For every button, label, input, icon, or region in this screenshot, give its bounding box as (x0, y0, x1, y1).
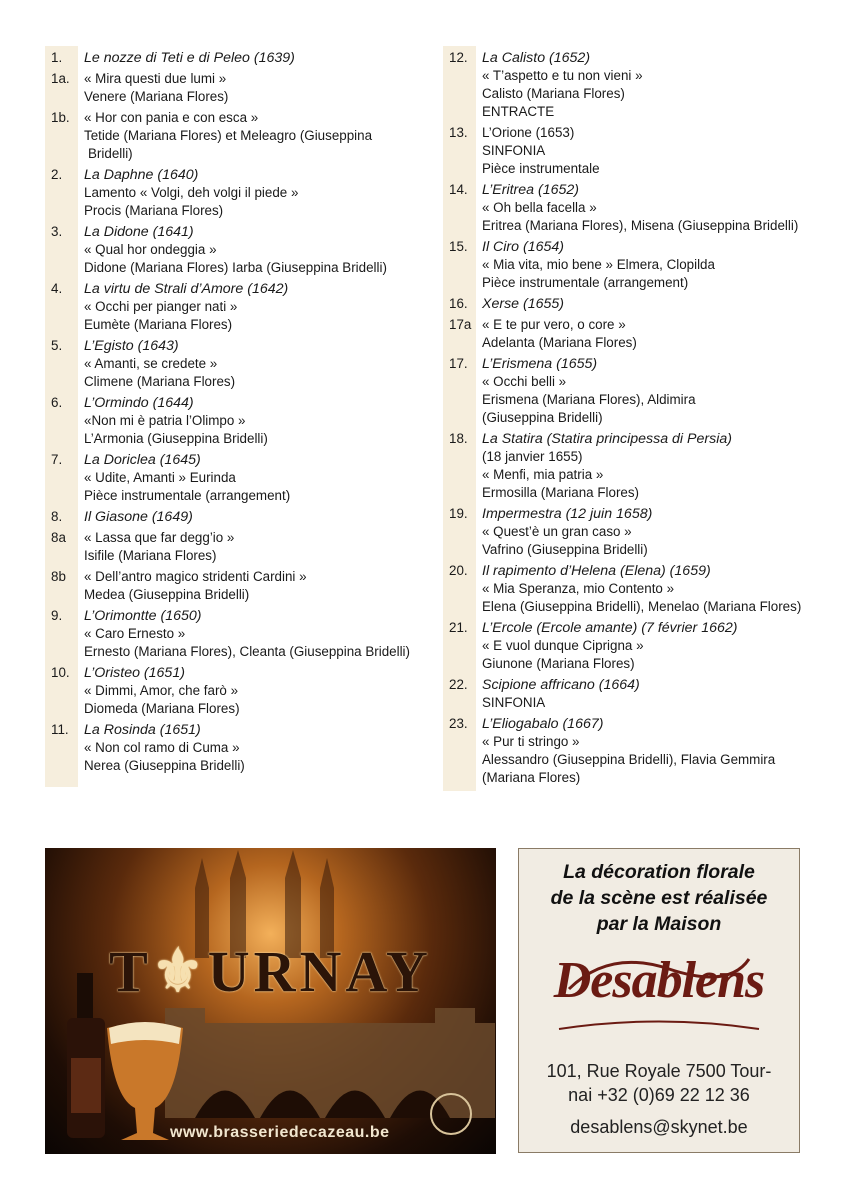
entry-body (78, 526, 234, 565)
entry-line: « Mira questi due lumi » (84, 71, 227, 86)
work-title: Xerse (1655) (482, 296, 565, 312)
entry-number: 5. (45, 334, 78, 391)
entry-line: Elena (Giuseppina Bridelli), Menelao (Mariana Flores) (482, 599, 802, 614)
program-entry (45, 661, 415, 718)
email-link[interactable]: desablens@skynet.be (570, 1117, 748, 1137)
work-title: L’Eritrea (1652) (482, 182, 579, 198)
program-entry (45, 604, 415, 661)
entry-number: 23. (443, 712, 476, 787)
entry-body (476, 673, 640, 712)
entry-number: 19. (443, 502, 476, 559)
program-entry (443, 235, 843, 292)
fleur-de-lis-icon: ⚜ (151, 939, 208, 1004)
program-entry (45, 277, 415, 334)
entry-line: SINFONIA (482, 695, 546, 710)
work-title: Il Giasone (1649) (84, 509, 193, 525)
entry-line: « Dell’antro magico stridenti Cardini » (84, 569, 307, 584)
work-title: Impermestra (12 juin 1658) (482, 506, 653, 522)
work-title: L’Orimontte (1650) (84, 608, 202, 624)
entry-line: Climene (Mariana Flores) (84, 374, 236, 389)
work-title: L’Erismena (1655) (482, 356, 598, 372)
entry-line: Medea (Giuseppina Bridelli) (84, 587, 250, 602)
entry-number: 15. (443, 235, 476, 292)
entry-body (476, 46, 643, 121)
entry-number: 9. (45, 604, 78, 661)
seal-icon (430, 1093, 472, 1135)
work-title: La Statira (Statira principessa di Persia) (482, 431, 732, 447)
entry-body (78, 46, 295, 67)
entry-body (78, 220, 387, 277)
entry-number: 12. (443, 46, 476, 121)
entry-line: « Hor con pania e con esca » (84, 110, 259, 125)
program-entry (45, 448, 415, 505)
work-title: La Calisto (1652) (482, 50, 591, 66)
entry-body (476, 121, 600, 178)
entry-number: 3. (45, 220, 78, 277)
entry-line: (Giuseppina Bridelli) (482, 410, 603, 425)
entry-body (78, 661, 240, 718)
program-entry (443, 313, 843, 352)
entry-line: Pièce instrumentale (arrangement) (84, 488, 291, 503)
program-column-left (45, 46, 415, 787)
entry-line: Didone (Mariana Flores) Iarba (Giuseppina Bridelli) (84, 260, 387, 275)
work-title: La Doriclea (1645) (84, 452, 201, 468)
entry-number: 22. (443, 673, 476, 712)
entry-body (78, 718, 245, 775)
entry-line: Alessandro (Giuseppina Bridelli), Flavia Gemmira (482, 752, 776, 767)
program-entry (443, 292, 843, 313)
entry-number: 11. (45, 718, 78, 775)
entry-body (476, 712, 775, 787)
work-title: L’Oristeo (1651) (84, 665, 185, 681)
program-entry (45, 220, 415, 277)
entry-line: Nerea (Giuseppina Bridelli) (84, 758, 245, 773)
entry-body (476, 616, 738, 673)
program-entry (443, 178, 843, 235)
program-entry (443, 673, 843, 712)
number-band-tail (45, 775, 78, 787)
entry-line: Calisto (Mariana Flores) (482, 86, 625, 101)
entry-line: Vafrino (Giuseppina Bridelli) (482, 542, 648, 557)
entry-line: Procis (Mariana Flores) (84, 203, 224, 218)
program-entry (443, 616, 843, 673)
entry-number: 17a (443, 313, 476, 352)
entry-number: 14. (443, 178, 476, 235)
entry-body (78, 604, 410, 661)
brasserie-url[interactable]: www.brasseriedecazeau.be (170, 1124, 390, 1141)
entry-body (476, 427, 732, 502)
entry-line: (Mariana Flores) (482, 770, 581, 785)
entry-body (78, 106, 372, 163)
work-title: La Didone (1641) (84, 224, 194, 240)
entry-number: 21. (443, 616, 476, 673)
entry-body (476, 313, 637, 352)
entry-line: Pièce instrumentale (482, 161, 600, 176)
entry-line: Ernesto (Mariana Flores), Cleanta (Giuseppina Bridelli) (84, 644, 410, 659)
entry-line: « Occhi per pianger nati » (84, 299, 238, 314)
entry-line: Lamento « Volgi, deh volgi il piede » (84, 185, 299, 200)
entry-line: Tetide (Mariana Flores) et Meleagro (Giuseppina (84, 128, 373, 143)
work-title: L’Egisto (1643) (84, 338, 179, 354)
program-entry (45, 106, 415, 163)
entry-body (78, 277, 288, 334)
number-band-tail (443, 787, 476, 791)
entry-number: 7. (45, 448, 78, 505)
entry-line: « E vuol dunque Ciprigna » (482, 638, 644, 653)
entry-line: « Lassa que far degg’io » (84, 530, 235, 545)
entry-line: « Quest’è un gran caso » (482, 524, 632, 539)
entry-number: 16. (443, 292, 476, 313)
ad-headline-2: de la scène est réalisée (550, 887, 768, 909)
entry-line: Ermosilla (Mariana Flores) (482, 485, 639, 500)
entry-line: « Mia vita, mio bene » Elmera, Clopilda (482, 257, 715, 272)
program-entry (45, 718, 415, 775)
desablens-brand: Desablens (553, 952, 765, 1009)
work-title: L’Ercole (Ercole amante) (7 février 1662) (482, 620, 738, 636)
entry-line: « Oh bella facella » (482, 200, 597, 215)
entry-line: Giunone (Mariana Flores) (482, 656, 635, 671)
work-title: La Daphne (1640) (84, 167, 199, 183)
work-title: Il Ciro (1654) (482, 239, 565, 255)
entry-line: Venere (Mariana Flores) (84, 89, 229, 104)
entry-number: 4. (45, 277, 78, 334)
entry-number: 17. (443, 352, 476, 427)
tournay-logo: T⚜URNAY (109, 939, 432, 1004)
program-entry (45, 163, 415, 220)
column-spacer (45, 775, 415, 787)
desablens-florist-ad (518, 848, 800, 1153)
entry-line: « Non col ramo di Cuma » (84, 740, 240, 755)
entry-body (476, 235, 715, 292)
entry-body (78, 334, 235, 391)
program-entry (45, 391, 415, 448)
entry-line: Eumète (Mariana Flores) (84, 317, 233, 332)
program-column-right (443, 46, 843, 791)
work-title: Il rapimento d’Helena (Elena) (1659) (482, 563, 711, 579)
tournay-beer-ad (45, 848, 496, 1154)
entry-body (476, 292, 564, 313)
entry-line: « Dimmi, Amor, che farò » (84, 683, 239, 698)
work-title: L’Eliogabalo (1667) (482, 716, 604, 732)
entry-line: Adelanta (Mariana Flores) (482, 335, 637, 350)
entry-number: 20. (443, 559, 476, 616)
entry-line: SINFONIA (482, 143, 546, 158)
entry-number: 8b (45, 565, 78, 604)
entry-line: « Menfi, mia patria » (482, 467, 604, 482)
work-title: L’Ormindo (1644) (84, 395, 194, 411)
program-entry (45, 334, 415, 391)
entry-line: « Qual hor ondeggia » (84, 242, 217, 257)
work-title: Le nozze di Teti e di Peleo (1639) (84, 50, 295, 66)
entry-number: 1a. (45, 67, 78, 106)
entry-body (78, 67, 228, 106)
address-line-2: nai +32 (0)69 22 12 36 (568, 1085, 750, 1105)
entry-line: ENTRACTE (482, 104, 555, 119)
program-entry (45, 505, 415, 526)
entry-body (78, 565, 307, 604)
entry-body (78, 448, 290, 505)
entry-number: 13. (443, 121, 476, 178)
program-entry (443, 559, 843, 616)
entry-line: « E te pur vero, o core » (482, 317, 626, 332)
entry-number: 8. (45, 505, 78, 526)
entry-line: Erismena (Mariana Flores), Aldimira (482, 392, 696, 407)
entry-number: 6. (45, 391, 78, 448)
work-title: La Rosinda (1651) (84, 722, 201, 738)
entry-line: Bridelli) (88, 146, 133, 161)
entry-line: Diomeda (Mariana Flores) (84, 701, 240, 716)
program-entry (45, 46, 415, 67)
program-entry (45, 565, 415, 604)
entry-body (78, 163, 298, 220)
address-line-1: 101, Rue Royale 7500 Tour- (546, 1061, 772, 1081)
entry-body (78, 505, 193, 526)
entry-line: « Mia Speranza, mio Contento » (482, 581, 675, 596)
ad-headline-1: La décoration florale (563, 861, 755, 883)
program-entry (45, 67, 415, 106)
program-entry (443, 502, 843, 559)
entry-line: «Non mi è patria l’Olimpo » (84, 413, 246, 428)
entry-line: « Occhi belli » (482, 374, 567, 389)
column-spacer (443, 787, 843, 791)
work-title: Scipione affricano (1664) (482, 677, 640, 693)
entry-line: « T’aspetto e tu non vieni » (482, 68, 643, 83)
entry-line: Isifile (Mariana Flores) (84, 548, 217, 563)
entry-body (78, 391, 268, 448)
entry-line: « Pur ti stringo » (482, 734, 580, 749)
program-entry (443, 352, 843, 427)
program-entry (443, 46, 843, 121)
work-title: La virtu de Strali d’Amore (1642) (84, 281, 289, 297)
entry-number: 1b. (45, 106, 78, 163)
entry-line: « Amanti, se credete » (84, 356, 218, 371)
entry-body (476, 559, 801, 616)
entry-line: Eritrea (Mariana Flores), Misena (Giuseppina Bridelli) (482, 218, 799, 233)
program-entry (443, 712, 843, 787)
entry-body (476, 352, 696, 427)
program-entry (443, 427, 843, 502)
ad-headline-3: par la Maison (596, 913, 722, 935)
entry-line: « Caro Ernesto » (84, 626, 186, 641)
entry-line: « Udite, Amanti » Eurinda (84, 470, 236, 485)
entry-line: (18 janvier 1655) (482, 449, 583, 464)
entry-body (476, 502, 652, 559)
entry-number: 18. (443, 427, 476, 502)
entry-line: L’Orione (1653) (482, 125, 575, 140)
entry-number: 10. (45, 661, 78, 718)
entry-number: 2. (45, 163, 78, 220)
entry-line: Pièce instrumentale (arrangement) (482, 275, 689, 290)
program-entry (45, 526, 415, 565)
entry-number: 1. (45, 46, 78, 67)
entry-body (476, 178, 798, 235)
entry-number: 8a (45, 526, 78, 565)
entry-line: L’Armonia (Giuseppina Bridelli) (84, 431, 268, 446)
program-entry (443, 121, 843, 178)
beer-glass-icon (107, 1022, 183, 1140)
